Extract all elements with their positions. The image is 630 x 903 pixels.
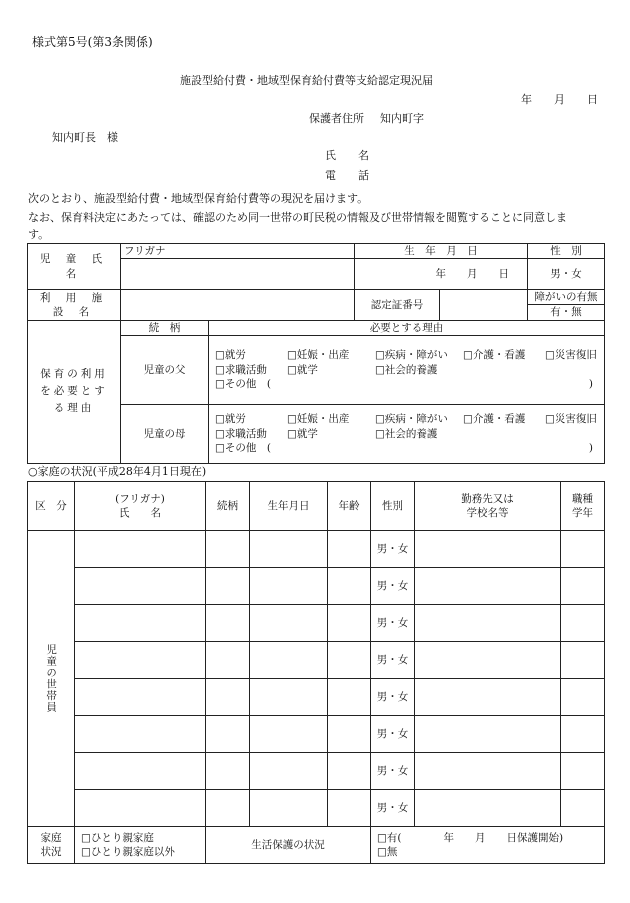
child-info-table [27,243,605,464]
reason-option[interactable]: □妊娠・出産 [287,349,350,362]
table-row [28,605,605,642]
reason-option[interactable]: □疾病・障がい [375,413,448,426]
member-work-field[interactable] [415,531,561,568]
reason-option[interactable]: □介護・看護 [463,413,526,426]
member-gender-field[interactable]: 男・女 [371,679,415,716]
table-row [28,531,605,568]
date-line: 年 月 日 [521,93,598,106]
guardian-address-label: 保護者住所 [309,112,364,125]
mother-reason-row-1 [215,412,601,426]
member-work-field[interactable] [415,605,561,642]
member-name-field[interactable] [75,605,206,642]
other-close-paren: ) [588,377,594,390]
member-age-field[interactable] [328,568,371,605]
reason-option[interactable]: □介護・看護 [463,349,526,362]
guardian-address-value: 知内町字 [380,112,424,125]
reason-header: 必要とする理由 [209,320,605,335]
need-reason-label: 保育の利用を必要とする理由 [28,320,121,463]
col-kubun: 区 分 [28,482,75,531]
col-gender: 性別 [371,482,415,531]
single-parent-option[interactable]: □ひとり親家庭 [81,831,154,844]
member-name-field[interactable] [75,642,206,679]
member-name-field[interactable] [75,790,206,827]
member-age-field[interactable] [328,642,371,679]
addressee: 知内町長 様 [52,131,118,144]
household-table [27,481,605,864]
reason-option[interactable]: □社会的養護 [375,363,438,376]
member-gender-field[interactable]: 男・女 [371,753,415,790]
home-status-line-2: 状況 [40,846,62,858]
table-row [28,790,605,827]
reason-option[interactable]: □就学 [287,427,318,440]
mother-reasons[interactable] [209,404,605,463]
welfare-yes-option[interactable]: □有( 年 月 日保護開始) [377,831,564,844]
reason-option[interactable]: □妊娠・出産 [287,413,350,426]
member-gender-field[interactable]: 男・女 [371,642,415,679]
cert-no-field[interactable] [440,290,528,320]
member-relation-field[interactable] [206,753,250,790]
intro-line-3: す。 [28,228,50,241]
disability-header: 障がいの有無 [528,290,605,305]
intro-line-1: 次のとおり、施設型給付費・地域型保育給付費等の現況を届けます。 [28,192,369,205]
father-reasons[interactable] [209,335,605,404]
reason-option[interactable]: □疾病・障がい [375,349,448,362]
welfare-options[interactable] [371,827,605,864]
reason-option[interactable]: □災害復旧 [545,349,597,362]
table-row [28,716,605,753]
member-relation-field[interactable] [206,568,250,605]
member-job-field[interactable] [561,531,605,568]
member-dob-field[interactable] [250,568,328,605]
child-name-label: 児 童 氏 名 [28,244,121,290]
member-name-field[interactable] [75,568,206,605]
col-job [561,482,605,531]
members-label [28,531,75,827]
col-name-label: 氏 名 [119,507,161,519]
member-job-field[interactable] [561,716,605,753]
gender-header: 性 別 [528,244,605,259]
member-work-field[interactable] [415,753,561,790]
member-gender-field[interactable]: 男・女 [371,605,415,642]
member-name-field[interactable] [75,716,206,753]
member-name-field[interactable] [75,753,206,790]
member-dob-field[interactable] [250,642,328,679]
member-gender-field[interactable]: 男・女 [371,716,415,753]
father-reason-row-1 [215,348,601,362]
dob-header: 生 年 月 日 [355,244,528,259]
home-status-label [28,827,75,864]
reason-option-other[interactable]: □その他 ( [215,377,272,390]
reason-option[interactable]: □求職活動 [215,363,267,376]
child-name-field[interactable] [121,259,355,290]
col-name [75,482,206,531]
reason-option-other[interactable]: □その他 ( [215,441,272,454]
col-dob: 生年月日 [250,482,328,531]
cert-no-label: 認定証番号 [355,290,440,320]
member-age-field[interactable] [328,753,371,790]
col-work [415,482,561,531]
reason-option[interactable]: □社会的養護 [375,427,438,440]
table-row [28,642,605,679]
col-relation: 続柄 [206,482,250,531]
col-furigana-label: (フリガナ) [115,492,165,505]
member-gender-field[interactable]: 男・女 [371,568,415,605]
member-relation-field[interactable] [206,716,250,753]
member-job-field[interactable] [561,753,605,790]
member-relation-field[interactable] [206,790,250,827]
father-label: 児童の父 [121,335,209,404]
table-row [28,753,605,790]
col-age: 年齢 [328,482,371,531]
reason-option[interactable]: □就労 [215,413,246,426]
father-reason-row-2 [215,363,601,377]
mother-reason-row-2 [215,427,601,441]
col-job-line-2: 学年 [572,507,593,519]
col-work-line-2: 学校名等 [466,507,509,519]
furigana-label: フリガナ [121,244,355,259]
member-work-field[interactable] [415,642,561,679]
member-name-field[interactable] [75,531,206,568]
reason-option[interactable]: □災害復旧 [545,413,597,426]
guardian-phone-label: 電 話 [325,169,369,182]
family-heading: ○家庭の状況(平成28年4月1日現在) [28,465,207,478]
member-work-field[interactable] [415,716,561,753]
member-age-field[interactable] [328,605,371,642]
member-job-field[interactable] [561,605,605,642]
members-label-text: 児童の世帯員 [45,644,58,713]
member-job-field[interactable] [561,679,605,716]
member-relation-field[interactable] [206,642,250,679]
table-row [28,568,605,605]
reason-option[interactable]: □就学 [287,363,318,376]
disability-field[interactable]: 有・無 [528,305,605,320]
father-reason-row-3 [215,377,601,391]
member-dob-field[interactable] [250,679,328,716]
member-job-field[interactable] [561,642,605,679]
member-dob-field[interactable] [250,716,328,753]
mother-reason-row-3 [215,441,601,455]
facility-label: 利 用 施 設 名 [28,290,121,320]
welfare-no-option[interactable]: □無 [377,846,398,858]
member-job-field[interactable] [561,790,605,827]
relation-header: 続 柄 [121,320,209,335]
reason-option[interactable]: □求職活動 [215,427,267,440]
form-id: 様式第5号(第3条関係) [32,35,153,49]
member-relation-field[interactable] [206,531,250,568]
member-work-field[interactable] [415,679,561,716]
member-gender-field[interactable]: 男・女 [371,790,415,827]
member-dob-field[interactable] [250,605,328,642]
member-job-field[interactable] [561,568,605,605]
member-dob-field[interactable] [250,753,328,790]
member-relation-field[interactable] [206,679,250,716]
gender-field[interactable]: 男・女 [528,259,605,290]
form-title: 施設型給付費・地域型保育給付費等支給認定現況届 [180,74,433,87]
mother-label: 児童の母 [121,404,209,463]
not-single-parent-option[interactable]: □ひとり親家庭以外 [81,846,175,858]
member-age-field[interactable] [328,790,371,827]
member-age-field[interactable] [328,679,371,716]
member-age-field[interactable] [328,531,371,568]
member-gender-field[interactable]: 男・女 [371,531,415,568]
member-work-field[interactable] [415,568,561,605]
member-dob-field[interactable] [250,531,328,568]
member-age-field[interactable] [328,716,371,753]
col-job-line-1: 職種 [572,492,593,505]
intro-line-2: なお、保育料決定にあたっては、確認のため同一世帯の町民税の情報及び世帯情報を閲覧することに同意しま [28,211,567,224]
dob-field[interactable]: 年 月 日 [355,259,528,290]
col-work-line-1: 勤務先又は [461,492,514,505]
reason-option[interactable]: □就労 [215,349,246,362]
guardian-name-label: 氏 名 [325,149,369,162]
member-work-field[interactable] [415,790,561,827]
single-parent-options[interactable] [75,827,206,864]
other-close-paren: ) [588,441,594,454]
member-name-field[interactable] [75,679,206,716]
facility-field[interactable] [121,290,355,320]
member-relation-field[interactable] [206,605,250,642]
welfare-label: 生活保護の状況 [206,827,371,864]
member-dob-field[interactable] [250,790,328,827]
home-status-line-1: 家庭 [40,831,62,844]
table-row [28,679,605,716]
